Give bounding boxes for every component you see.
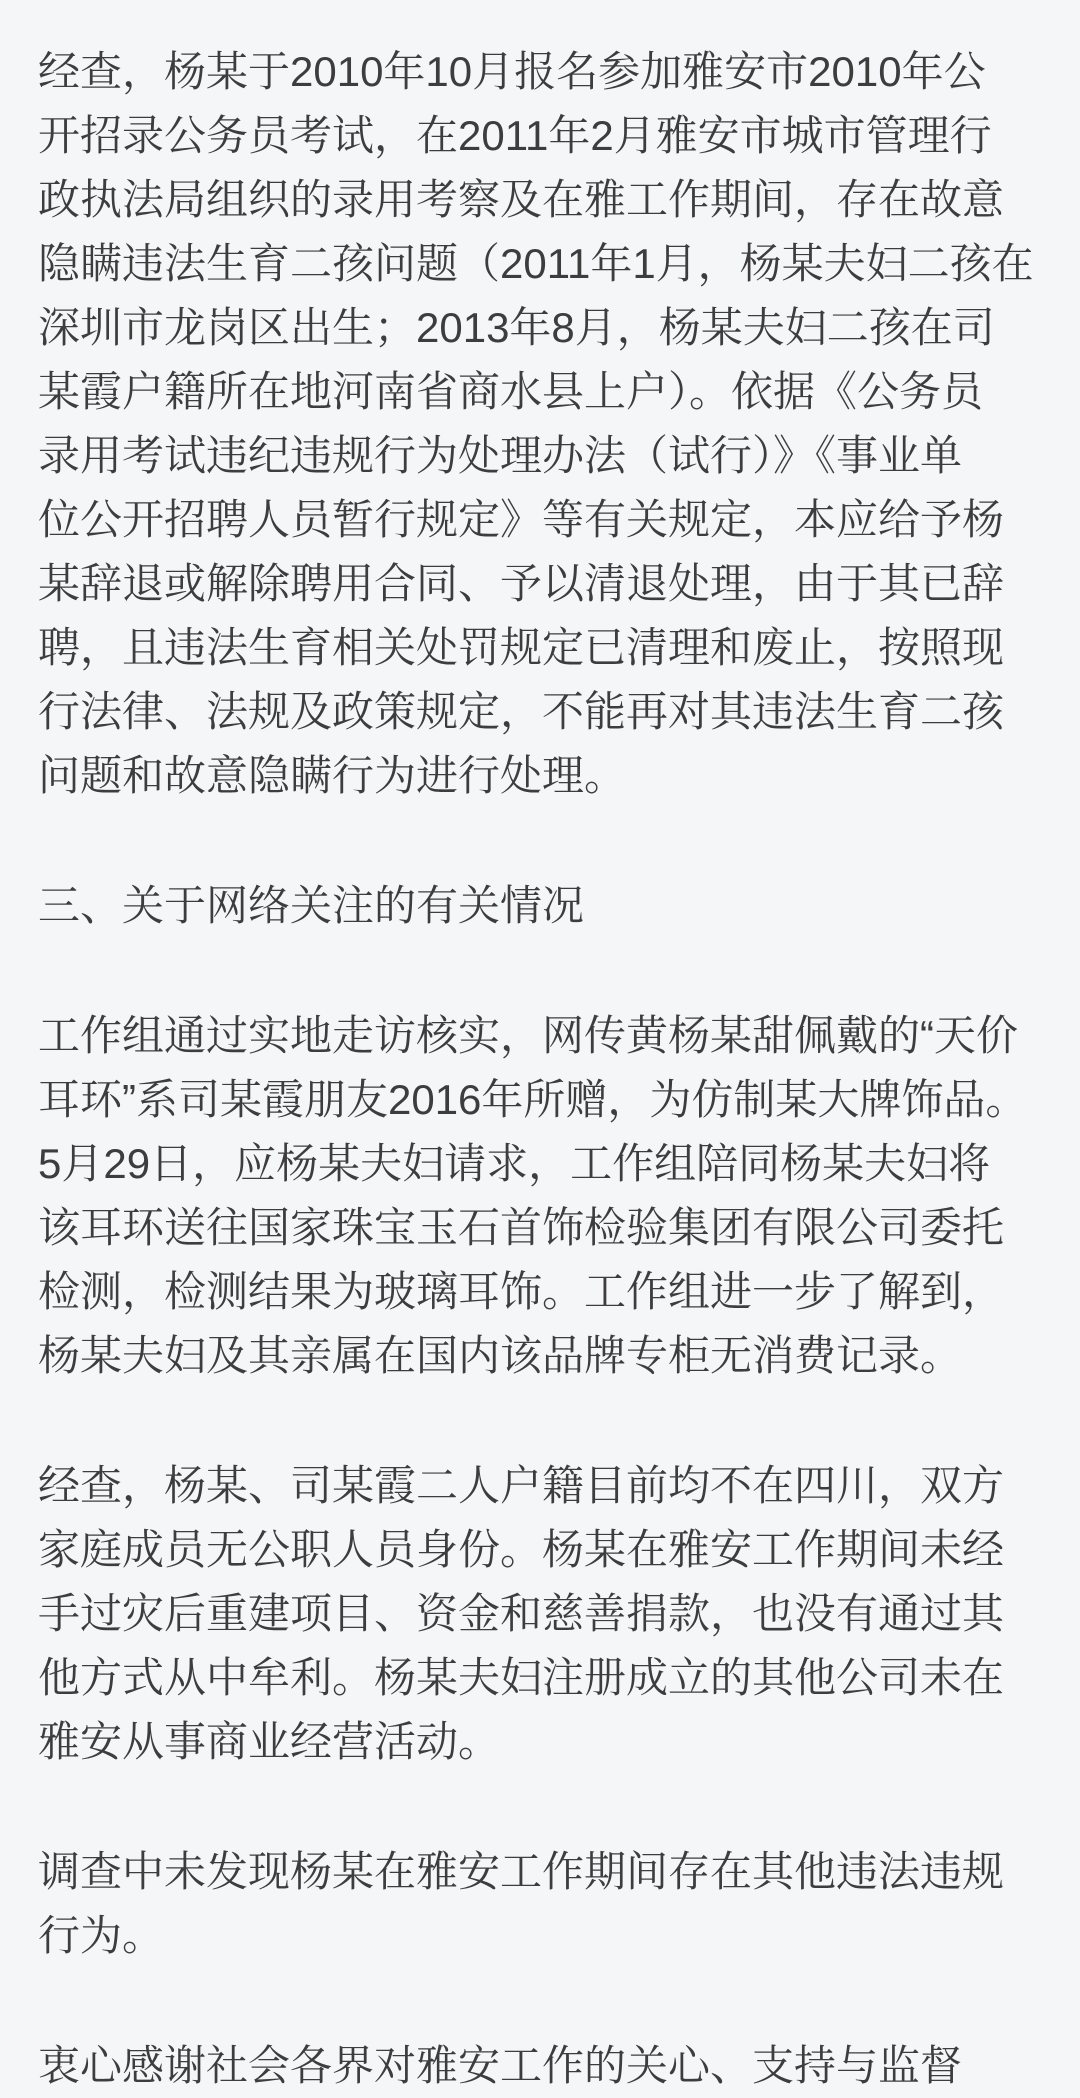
paragraph-line: 他方式从中牟利。杨某夫妇注册成立的其他公司未在: [38, 1654, 1005, 1701]
paragraph-line: 衷心感谢社会各界对雅安工作的关心、支持与监督: [38, 2042, 963, 2089]
paragraph-line: 位公开招聘人员暂行规定》等有关规定，本应给予杨: [38, 496, 1005, 543]
paragraph: [38, 1840, 1042, 1968]
paragraph-line: 聘，且违法生育相关处罚规定已清理和废止，按照现: [38, 624, 1005, 671]
paragraph-line: 经查，杨某、司某霞二人户籍目前均不在四川，双方: [38, 1462, 1005, 1509]
paragraph-line: 深圳市龙岗区出生；2013年8月，杨某夫妇二孩在司: [38, 304, 995, 351]
paragraph-clipped: [38, 2034, 1042, 2098]
paragraph-line: 录用考试违纪违规行为处理办法（试行）》《事业单: [38, 432, 963, 479]
paragraph-line: 5月29日，应杨某夫妇请求，工作组陪同杨某夫妇将: [38, 1140, 991, 1187]
paragraph-line: 政执法局组织的录用考察及在雅工作期间，存在故意: [38, 176, 1005, 223]
paragraph: [38, 1454, 1042, 1774]
section-heading-text: 三、关于网络关注的有关情况: [38, 882, 585, 929]
paragraph-line: 问题和故意隐瞒行为进行处理。: [38, 752, 627, 799]
paragraph-line: 某辞退或解除聘用合同、予以清退处理，由于其已辞: [38, 560, 1005, 607]
paragraph: [38, 40, 1042, 808]
paragraph-line: 雅安从事商业经营活动。: [38, 1718, 501, 1765]
paragraph-line: 行法律、法规及政策规定，不能再对其违法生育二孩: [38, 688, 1005, 735]
paragraph-line: 耳环”系司某霞朋友2016年所赠，为仿制某大牌饰品。: [38, 1076, 1028, 1123]
paragraph-line: 隐瞒违法生育二孩问题（2011年1月，杨某夫妇二孩在: [38, 240, 1034, 287]
paragraph-line: 检测，检测结果为玻璃耳饰。工作组进一步了解到，: [38, 1268, 1005, 1315]
paragraph-line: 调查中未发现杨某在雅安工作期间存在其他违法违规: [38, 1848, 1005, 1895]
paragraph-line: 经查，杨某于2010年10月报名参加雅安市2010年公: [38, 48, 986, 95]
paragraph-line: 家庭成员无公职人员身份。杨某在雅安工作期间未经: [38, 1526, 1005, 1573]
paragraph-line: 手过灾后重建项目、资金和慈善捐款，也没有通过其: [38, 1590, 1005, 1637]
paragraph-line: 行为。: [38, 1912, 165, 1959]
paragraph-line: 该耳环送往国家珠宝玉石首饰检验集团有限公司委托: [38, 1204, 1005, 1251]
paragraph: [38, 1004, 1042, 1388]
paragraph-line: 工作组通过实地走访核实，网传黄杨某甜佩戴的“天价: [38, 1012, 1018, 1059]
paragraph-line: 开招录公务员考试，在2011年2月雅安市城市管理行: [38, 112, 992, 159]
paragraph-line: 杨某夫妇及其亲属在国内该品牌专柜无消费记录。: [38, 1332, 963, 1379]
paragraph-line: 某霞户籍所在地河南省商水县上户）。依据《公务员: [38, 368, 984, 415]
section-heading: [38, 874, 1042, 938]
